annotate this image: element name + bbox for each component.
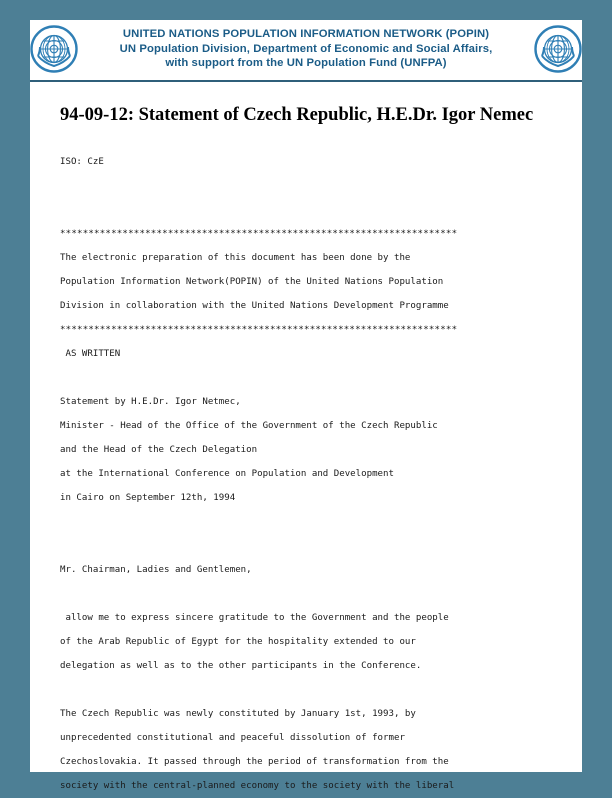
- paragraph2-line-2: unprecedented constitutional and peaceful dissolution of former: [60, 733, 405, 743]
- header-line-3: with support from the UN Population Fund (UNFPA): [165, 57, 447, 70]
- preparation-line-2: Population Information Network(POPIN) of the United Nations Population: [60, 277, 444, 287]
- attribution-line-2: Minister - Head of the Office of the Government of the Czech Republic: [60, 421, 438, 431]
- page-title: 94-09-12: Statement of Czech Republic, H.E.Dr. Igor Nemec: [60, 105, 534, 125]
- spacer: [60, 198, 552, 222]
- attribution-line-3: and the Head of the Czech Delegation: [60, 445, 258, 455]
- paragraph1-line-3: delegation as well as to the other participants in the Conference.: [60, 661, 422, 671]
- header-line-1: UNITED NATIONS POPULATION INFORMATION NETWORK (POPIN): [122, 28, 490, 41]
- salutation: Mr. Chairman, Ladies and Gentlemen,: [60, 565, 252, 575]
- attribution-line-5: in Cairo on September 12th, 1994: [60, 493, 236, 503]
- document-body: [30, 82, 582, 798]
- un-emblem-icon-right: [534, 25, 582, 73]
- spacer: [60, 678, 552, 702]
- attribution-line-1: Statement by H.E.Dr. Igor Netmec,: [60, 397, 241, 407]
- paragraph1-line-1: allow me to express sincere gratitude to the Government and the people: [60, 613, 449, 623]
- document-page: [30, 20, 582, 791]
- un-emblem-icon-left: [30, 25, 78, 73]
- attribution-line-4: at the International Conference on Population and Development: [60, 469, 394, 479]
- spacer: [60, 582, 552, 606]
- paragraph2-line-4: society with the central-planned economy to the society with the liberal: [60, 781, 455, 791]
- page-header: [30, 20, 582, 82]
- preparation-line-3: Division in collaboration with the United Nations Development Programme: [60, 301, 449, 311]
- spacer: [60, 174, 552, 198]
- as-written-note: AS WRITTEN: [60, 349, 121, 359]
- preparation-line-1: The electronic preparation of this document has been done by the: [60, 253, 411, 263]
- paragraph1-line-2: of the Arab Republic of Egypt for the hospitality extended to our: [60, 637, 416, 647]
- spacer: [60, 510, 552, 534]
- paragraph2-line-3: Czechoslovakia. It passed through the period of transformation from the: [60, 757, 449, 767]
- spacer: [60, 534, 552, 558]
- header-titles: [78, 27, 534, 71]
- spacer: [60, 366, 552, 390]
- separator-bottom: **********************************************************************: [60, 325, 458, 335]
- iso-line: ISO: CzE: [60, 157, 104, 167]
- paragraph2-line-1: The Czech Republic was newly constituted by January 1st, 1993, by: [60, 709, 416, 719]
- separator-top: **********************************************************************: [60, 229, 458, 239]
- header-line-2: UN Population Division, Department of Economic and Social Affairs,: [119, 42, 493, 55]
